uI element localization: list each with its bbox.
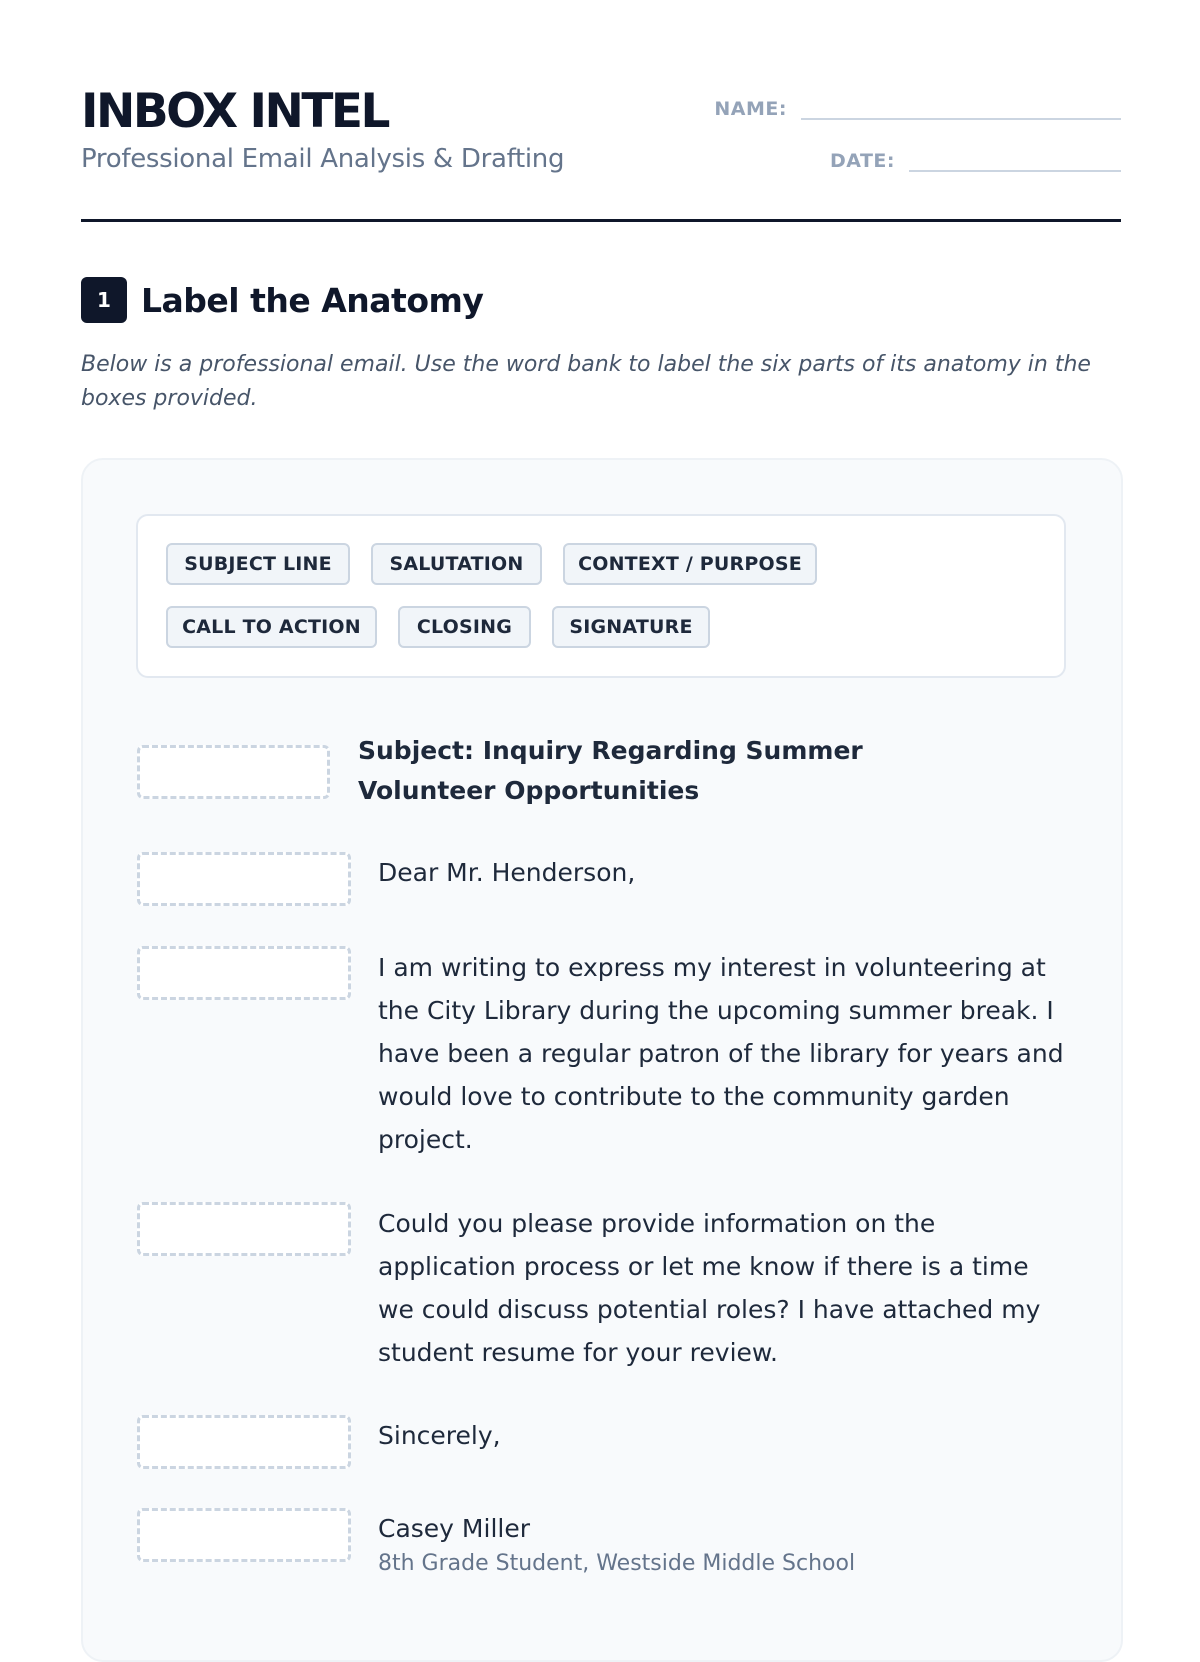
section-title: Label the Anatomy [141, 280, 484, 320]
label-box-context[interactable] [137, 946, 351, 1000]
word-chip-closing[interactable]: CLOSING [398, 606, 531, 648]
email-closing: Sincerely, [378, 1421, 501, 1450]
word-chip-salutation[interactable]: SALUTATION [371, 543, 542, 585]
student-info [714, 82, 1121, 172]
email-subject: Subject: Inquiry Regarding Summer Volunteer Opportunities [358, 736, 863, 805]
word-chip-call-to-action[interactable]: CALL TO ACTION [166, 606, 377, 648]
word-chip-subject-line[interactable]: SUBJECT LINE [166, 543, 350, 585]
email-salutation: Dear Mr. Henderson, [378, 858, 636, 887]
date-field[interactable] [909, 134, 1121, 172]
label-box-signature[interactable] [137, 1508, 351, 1562]
email-signature-title: 8th Grade Student, Westside Middle School [378, 1551, 856, 1576]
label-box-subject[interactable] [137, 745, 330, 799]
section-instructions: Below is a professional email. Use the word bank to label the six parts of its anatomy in the boxes provided. [81, 352, 1091, 411]
name-field[interactable] [801, 82, 1121, 120]
section-heading [81, 277, 483, 323]
email-call-to-action-paragraph: Could you please provide information on the application process or let me know if there is a time we could discuss potential roles? I have attached my student resume for your review. [378, 1209, 1041, 1367]
word-chip-context-purpose[interactable]: CONTEXT / PURPOSE [563, 543, 817, 585]
word-bank [136, 514, 1066, 678]
worksheet-title: INBOX INTEL [81, 84, 388, 139]
label-box-salutation[interactable] [137, 852, 351, 906]
email-context-paragraph: I am writing to express my interest in volunteering at the City Library during the upcoming summer break. I have been a regular patron of the library for years and would love to contribute to the community garden project. [378, 953, 1064, 1154]
section-number-badge: 1 [81, 277, 127, 323]
name-label: NAME: [714, 98, 787, 120]
word-chip-signature[interactable]: SIGNATURE [552, 606, 710, 648]
worksheet-header [81, 82, 1121, 174]
worksheet-subtitle: Professional Email Analysis & Drafting [81, 144, 565, 174]
label-box-closing[interactable] [137, 1415, 351, 1469]
label-box-call-to-action[interactable] [137, 1202, 351, 1256]
header-divider [81, 219, 1121, 222]
date-row [714, 134, 1121, 172]
name-row [714, 82, 1121, 120]
date-label: DATE: [829, 150, 895, 172]
email-signature-name: Casey Miller [378, 1514, 530, 1543]
